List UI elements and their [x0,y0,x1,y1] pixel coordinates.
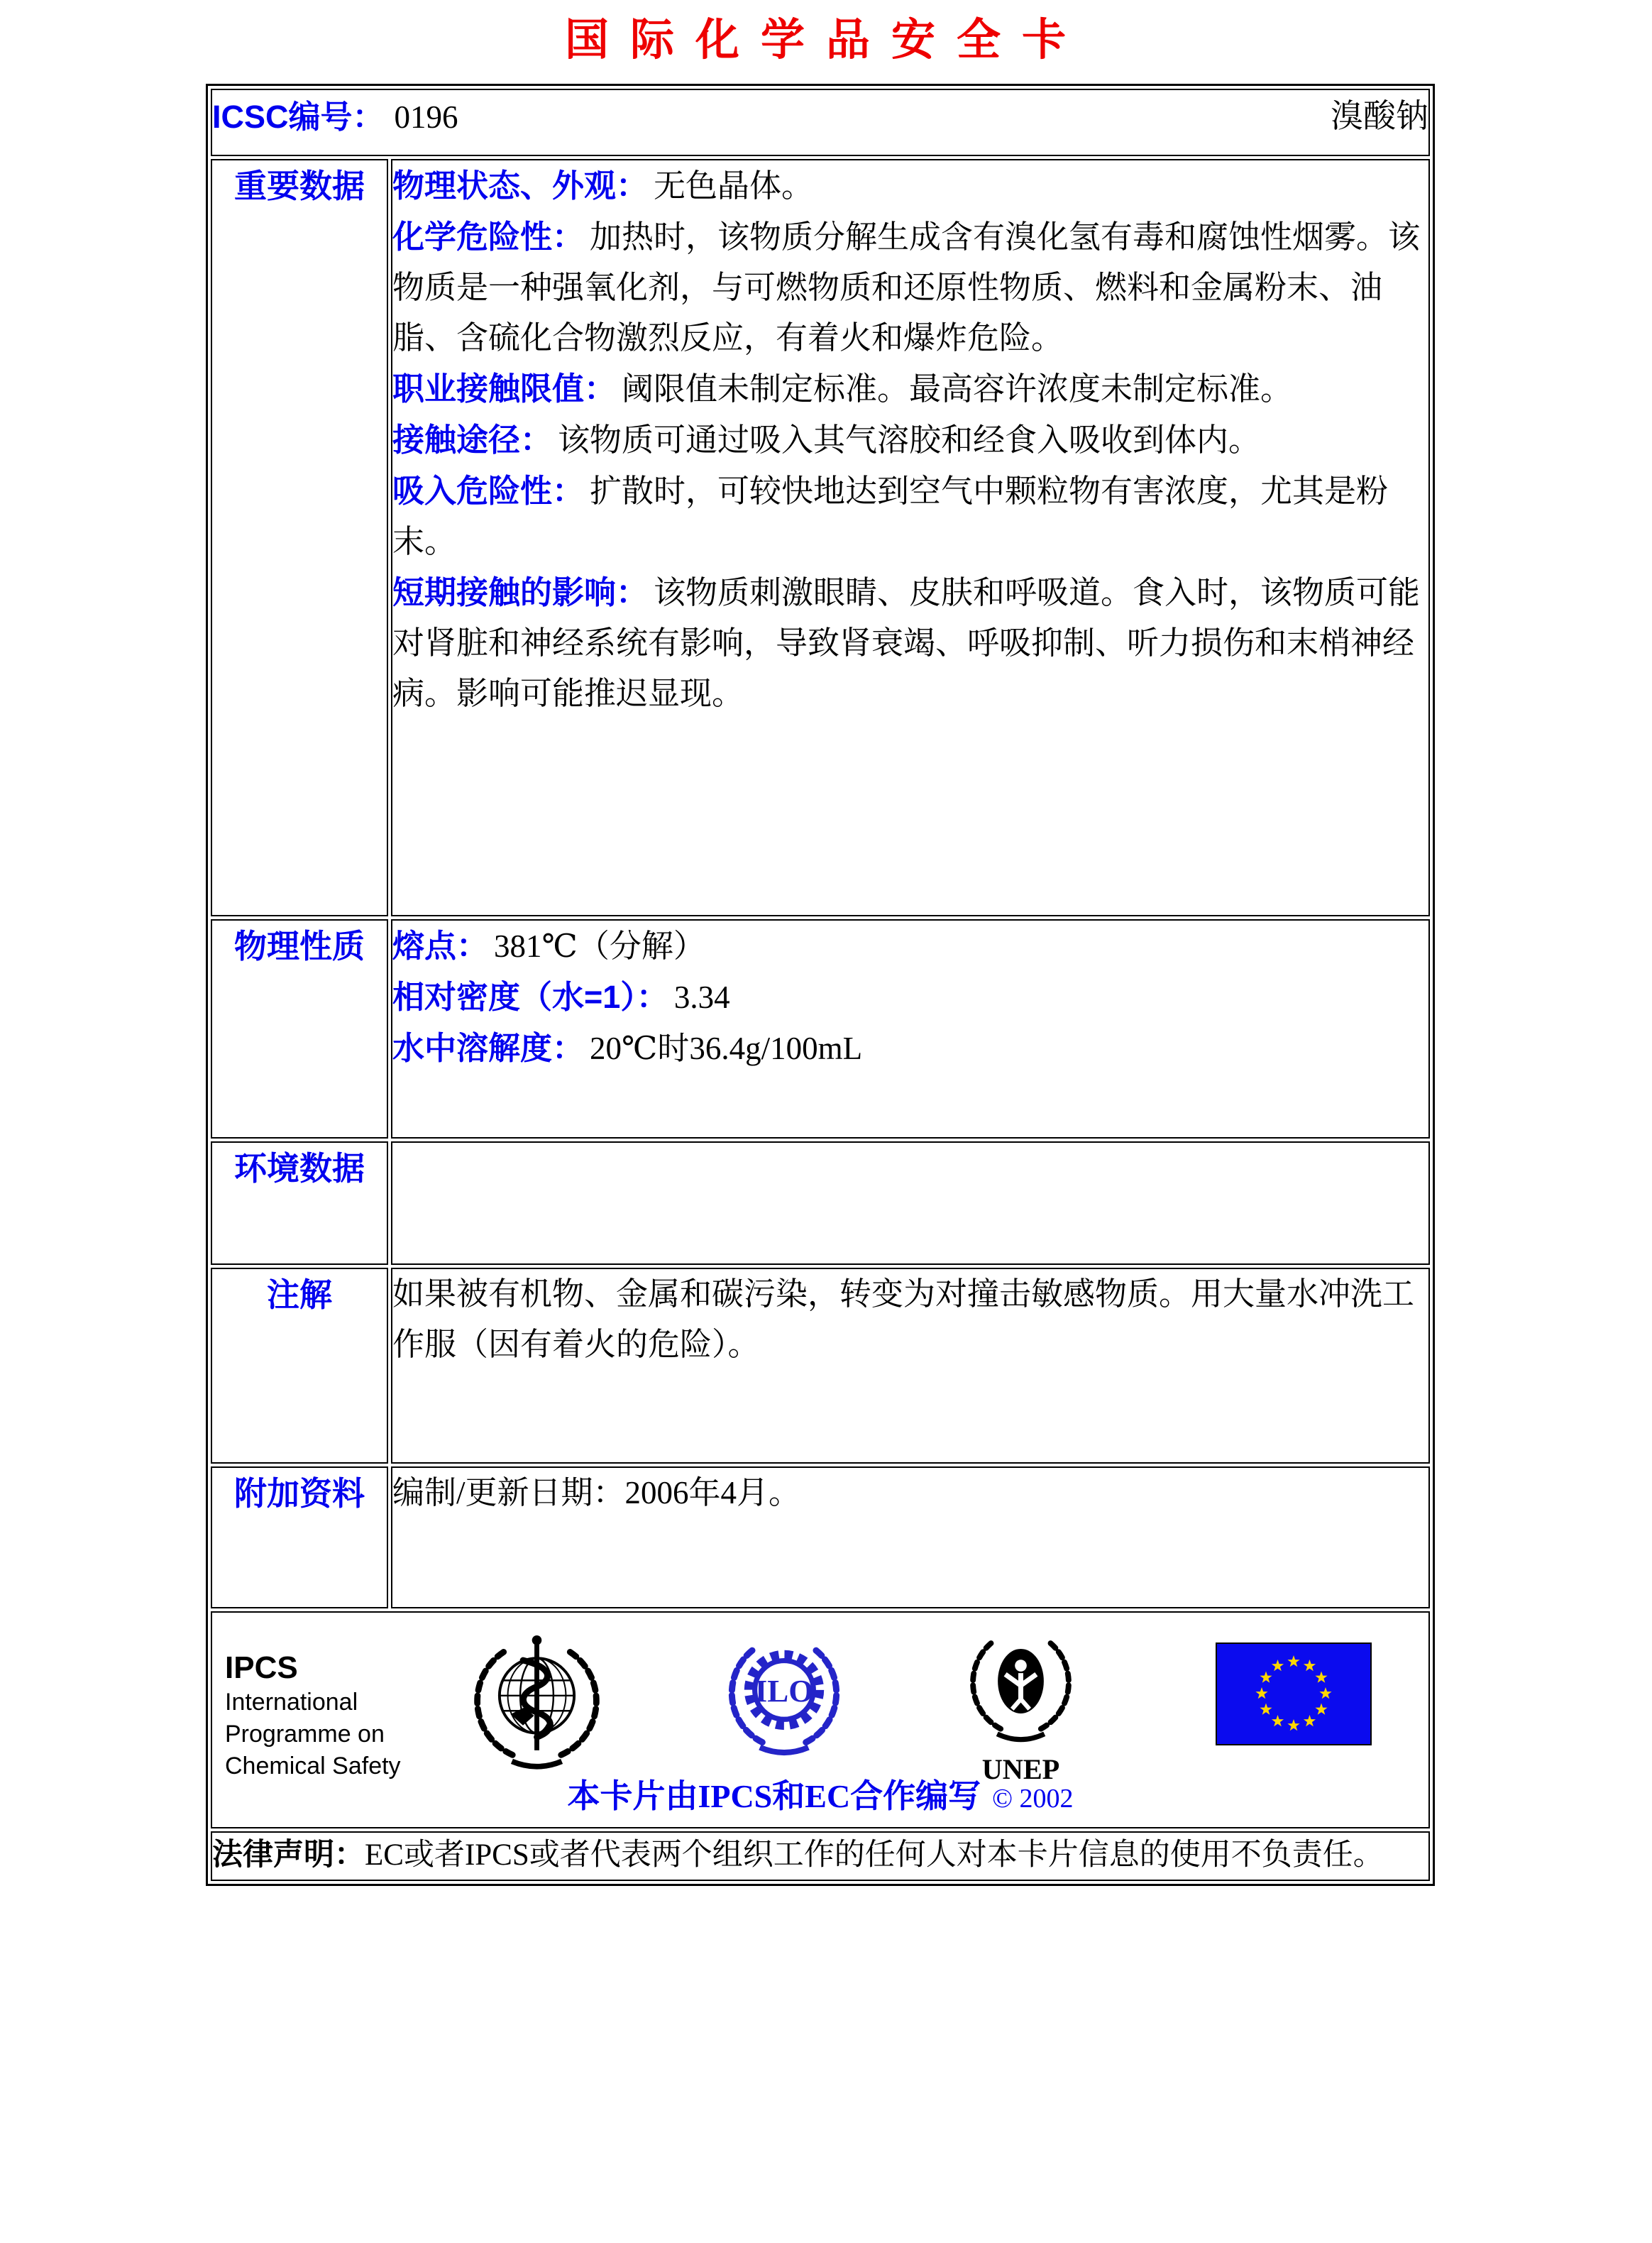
field-exposure-routes: 接触途径： 该物质可通过吸入其气溶胶和经食入吸收到体内。 [392,422,1261,458]
section-label-environmental-data: 环境数据 [234,1150,365,1187]
ilo-logo-icon [720,1633,848,1759]
field-inhalation-risk: 吸入危险性： 扩散时，可较快地达到空气中颗粒物有害浓度，尤其是粉末。 [392,473,1389,559]
field-melting-point: 熔点： 381℃（分解） [392,928,705,964]
header-row [211,89,1430,156]
unep-letters: UNEP [981,1753,1060,1783]
field-notes-text: 如果被有机物、金属和碳污染，转变为对撞击敏感物质。用大量水冲洗工作服（因有着火的危险）。 [392,1276,1415,1362]
unep-logo-icon [959,1628,1083,1783]
icsc-number-value: 0196 [394,99,458,135]
field-water-solubility: 水中溶解度： 20℃时36.4g/100mL [392,1030,863,1066]
icsc-number-label: ICSC编号： [212,98,385,135]
caption-text: 本卡片由IPCS和EC合作编写 [567,1778,981,1814]
field-relative-density: 相对密度（水=1）： 3.34 [392,979,730,1015]
field-update-date: 编制/更新日期：2006年4月。 [392,1475,801,1510]
who-logo-icon [468,1631,606,1777]
row-environmental-data [211,1141,1430,1265]
copyright-text: © 2002 [992,1784,1074,1814]
page-title: 国际化学品安全卡 [564,16,1087,65]
section-label-important-data: 重要数据 [234,168,365,204]
legal-text: EC或者IPCS或者代表两个组织工作的任何人对本卡片信息的使用不负责任。 [365,1838,1384,1872]
row-additional-info [211,1466,1430,1608]
icsc-table [206,84,1435,1886]
row-important-data [211,159,1430,916]
row-notes [211,1268,1430,1464]
field-short-term-effects: 短期接触的影响： 该物质刺激眼睛、皮肤和呼吸道。食入时，该物质可能对肾脏和神经系统有影响，导致肾衰竭、呼吸抑制、听力损伤和末梢神经病。影响可能推迟显现。 [392,574,1421,711]
row-physical-properties [211,919,1430,1139]
row-legal [211,1831,1430,1881]
eu-flag-icon [1216,1643,1372,1745]
section-label-physical-properties: 物理性质 [234,928,365,965]
legal-disclaimer [212,1833,1428,1877]
section-label-notes: 注解 [267,1276,332,1313]
field-chemical-danger: 化学危险性： 加热时，该物质分解生成含有溴化氢有毒和腐蚀性烟雾。该物质是一种强氧化剂，与可燃物质和还原性物质、燃料和金属粉末、油脂、含硫化合物激烈反应，有着火和爆炸危险。 [392,219,1421,356]
row-logos [211,1611,1430,1828]
substance-name: 溴酸钠 [1331,98,1428,134]
ipcs-title: IPCS [225,1650,298,1685]
section-label-additional-info: 附加资料 [234,1475,365,1512]
environmental-data-content [391,1141,1430,1265]
field-physical-state: 物理状态、外观： 无色晶体。 [392,168,814,204]
ilo-letters: ILO [754,1673,814,1709]
field-occupational-limits: 职业接触限值： 阈限值未制定标准。最高容许浓度未制定标准。 [392,371,1293,407]
cooperation-caption [212,1770,1428,1817]
icsc-number [212,91,458,137]
legal-label: 法律声明： [212,1838,365,1872]
ipcs-text-block: IPCS International Programme on Chemical Safety [225,1650,401,1779]
